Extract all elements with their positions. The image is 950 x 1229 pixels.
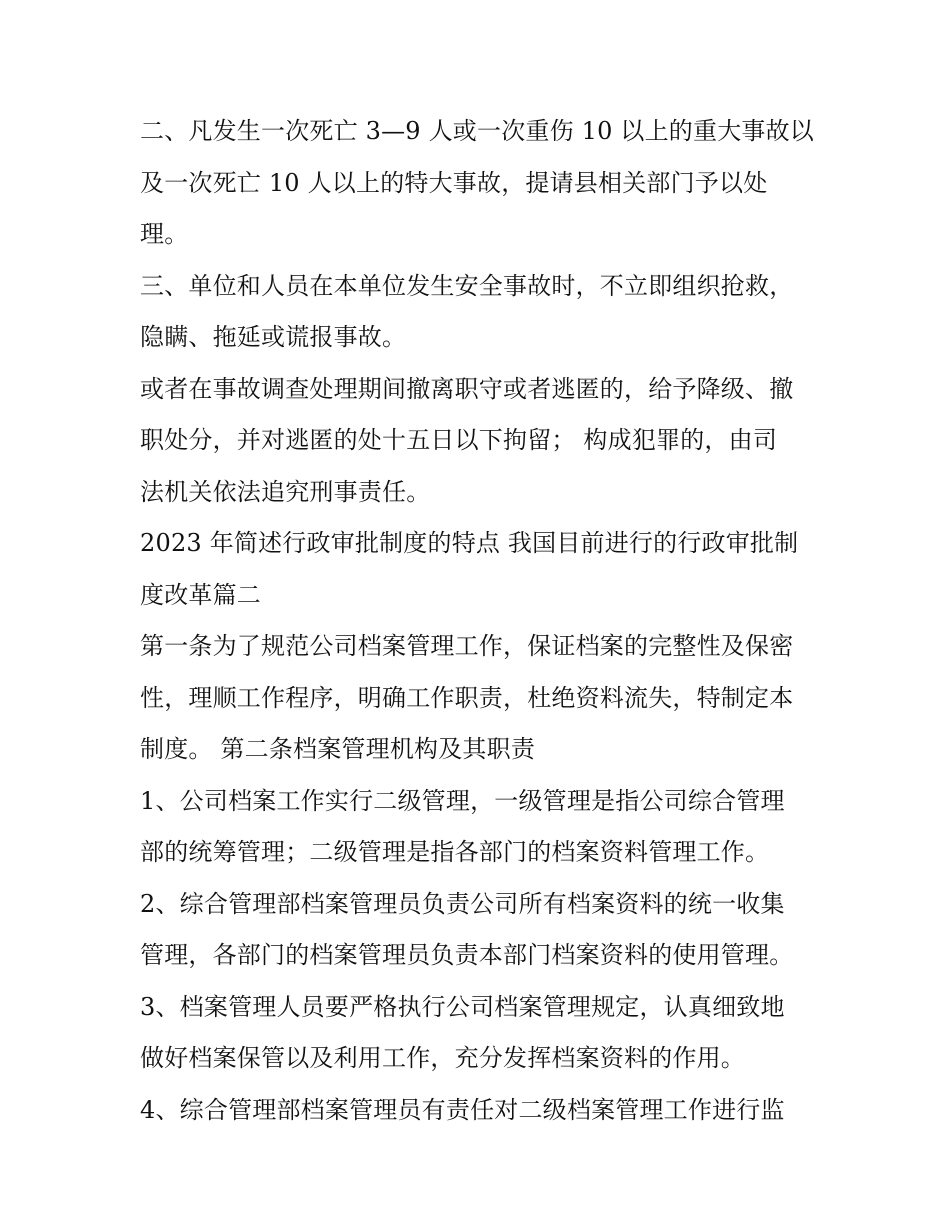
text-line: 管理，各部门的档案管理员负责本部门档案资料的使用管理。 (140, 941, 794, 969)
section-heading-line: 2023 年简述行政审批制度的特点 我国目前进行的行政审批制 (140, 529, 799, 557)
text-line: 法机关依法追究刑事责任。 (140, 477, 431, 506)
text-line: 做好档案保管以及利用工作，充分发挥档案资料的作用。 (140, 1044, 745, 1072)
text-line: 及一次死亡 10 人以上的特大事故，提请县相关部门予以处 (140, 168, 768, 197)
text-line: 隐瞒、拖延或谎报事故。 (140, 323, 407, 351)
document-body (140, 106, 820, 1136)
text-line: 理。 (140, 220, 189, 248)
text-line: 4、综合管理部档案管理员有责任对二级档案管理工作进行监 (140, 1095, 785, 1124)
section-heading-line: 度改革篇二 (140, 580, 261, 609)
text-line: 部的统筹管理；二级管理是指各部门的档案资料管理工作。 (140, 838, 770, 866)
text-line: 性，理顺工作程序，明确工作职责，杜绝资料流失，特制定本 (140, 683, 794, 712)
text-line: 或者在事故调查处理期间撤离职守或者逃匿的，给予降级、撤 (140, 374, 794, 403)
text-line: 第一条为了规范公司档案管理工作，保证档案的完整性及保密 (140, 632, 794, 660)
text-line: 三、单位和人员在本单位发生安全事故时，不立即组织抢救， (140, 271, 794, 300)
text-line: 3、档案管理人员要严格执行公司档案管理规定，认真细致地 (140, 992, 785, 1021)
text-line: 二、凡发生一次死亡 3—9 人或一次重伤 10 以上的重大事故以 (140, 117, 814, 145)
text-line: 职处分，并对逃匿的处十五日以下拘留； 构成犯罪的，由司 (140, 426, 778, 454)
text-line: 1、公司档案工作实行二级管理，一级管理是指公司综合管理 (140, 786, 785, 815)
text-line: 制度。 第二条档案管理机构及其职责 (140, 735, 536, 763)
text-line: 2、综合管理部档案管理员负责公司所有档案资料的统一收集 (140, 889, 785, 918)
